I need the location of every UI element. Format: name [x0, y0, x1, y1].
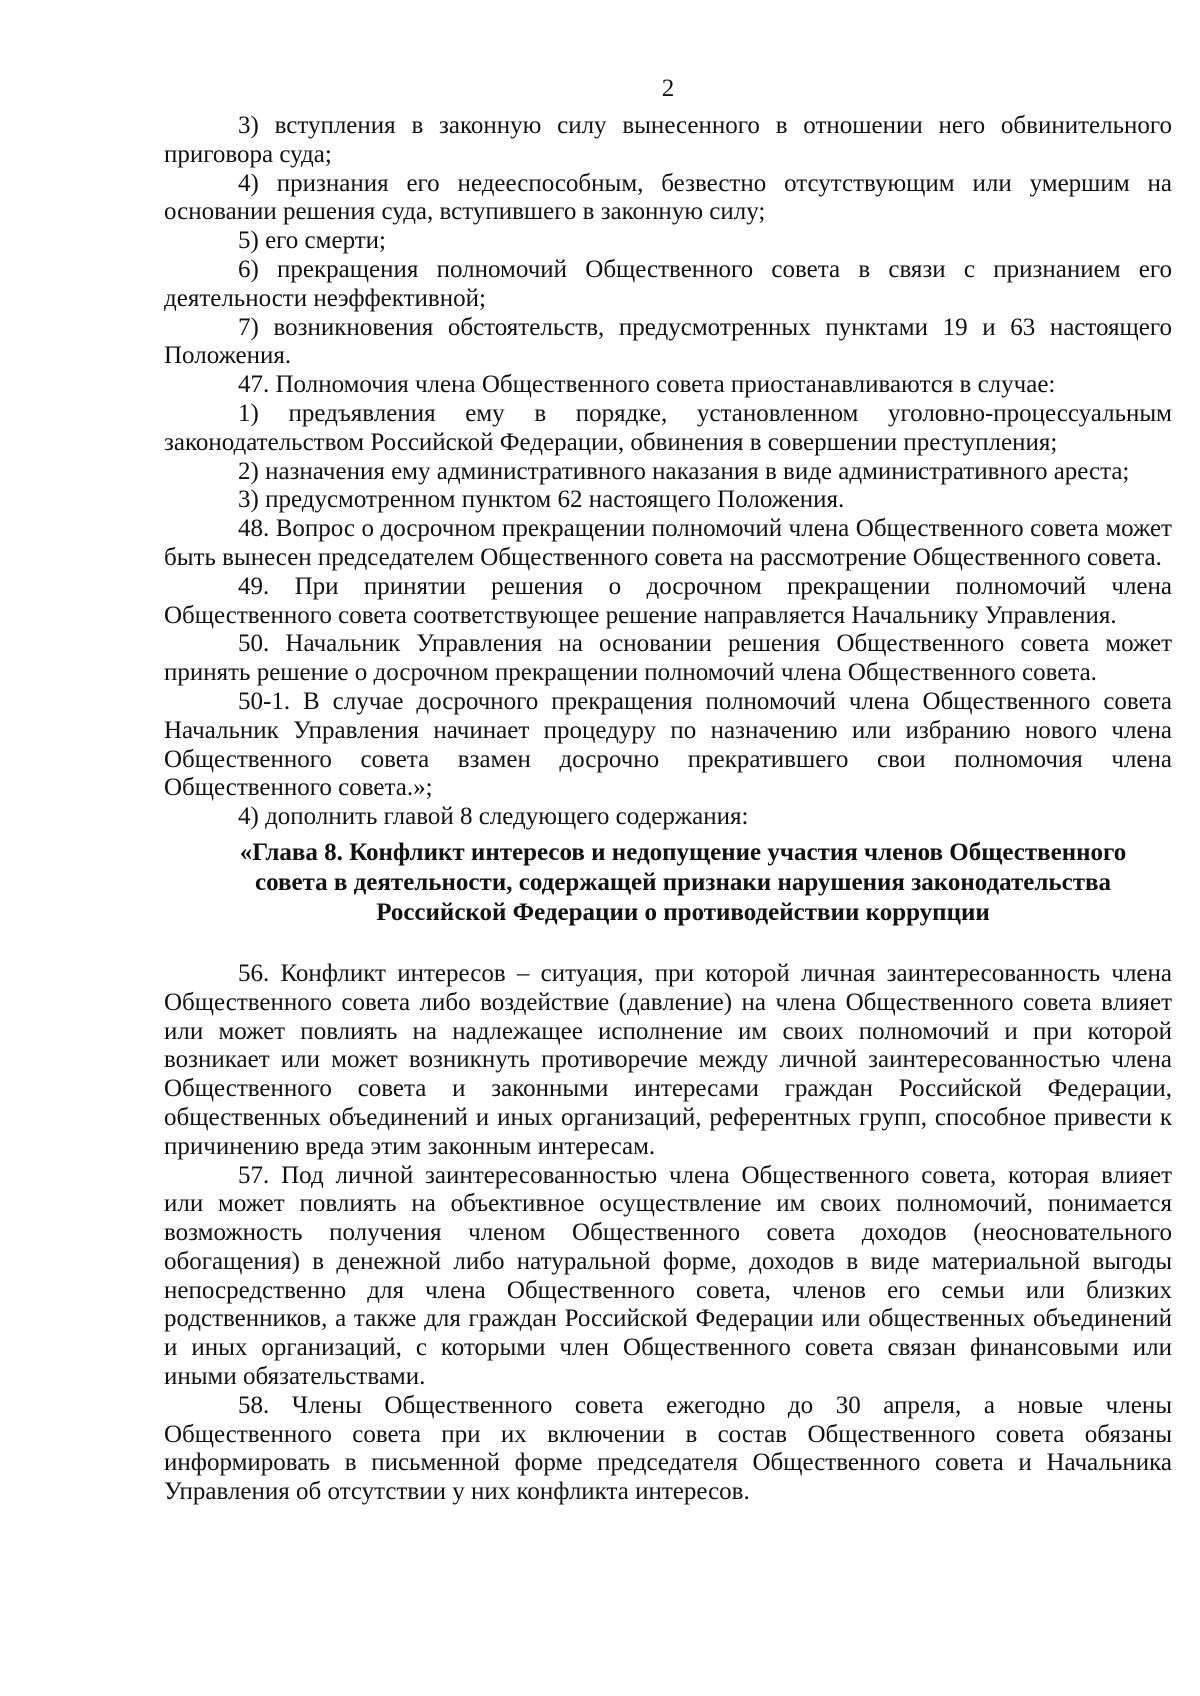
paragraph-item-3-conviction: 3) вступления в законную силу вынесенного в отношении него обвинительного приговора суда;: [164, 112, 1172, 168]
chapter-8-heading: «Глава 8. Конфликт интересов и недопущение участия членов Общественного совета в деятельности, содержащей признаки нарушения законодательства Российской Федерации о противодействии коррупции: [239, 838, 1127, 926]
paragraph-amendment-4: 4) дополнить главой 8 следующего содержания:: [238, 803, 749, 831]
paragraph-48: 48. Вопрос о досрочном прекращении полномочий члена Общественного совета может быть вынесен председателем Общественного совета на рассмотрение Общественного совета.: [164, 515, 1172, 571]
paragraph-58: 58. Члены Общественного совета ежегодно до 30 апреля, а новые члены Общественного совета при их включении в состав Общественного совета обязаны информировать в письменной форме председателя Общественного совета и Начальника Управления об отсутствии у них конфликта интересов.: [164, 1391, 1172, 1506]
paragraph-57: 57. Под личной заинтересованностью члена Общественного совета, которая влияет или может повлиять на объективное осуществление им своих полномочий, понимается возможность получения членом Общественного совета доходов (неосновательного обогащения) в денежной либо натуральной форме, доходов в виде материальной выгоды непосредственно для члена Общественного совета, членов его семьи или близких родственников, а также для граждан Российской Федерации или общественных объединений и иных организаций, с которыми член Общественного совета связан финансовыми или иными обязательствами.: [164, 1161, 1172, 1391]
paragraph-47-item-1: 1) предъявления ему в порядке, установленном уголовно-процессуальным законодательством Российской Федерации, обвинения в совершении преступления;: [164, 399, 1172, 456]
paragraph-item-6-termination: 6) прекращения полномочий Общественного совета в связи с признанием его деятельности неэффективной;: [164, 255, 1172, 312]
paragraph-49: 49. При принятии решения о досрочном прекращении полномочий члена Общественного совета соответствующее решение направляется Начальнику Управления.: [164, 572, 1172, 629]
section-spacer: [164, 928, 1172, 960]
page-number: 2: [661, 75, 675, 102]
document-page: [164, 72, 1172, 1507]
paragraph-56: 56. Конфликт интересов – ситуация, при которой личная заинтересованность члена Общественного совета либо воздействие (давление) на члена Общественного совета влияет или может повлиять на надлежащее исполнение им своих полномочий и при которой возникает или может возникнуть противоречие между личной заинтересованностью члена Общественного совета и законными интересами граждан Российской Федерации, общественных объединений и иных организаций, референтных групп, способное привести к причинению вреда этим законным интересам.: [164, 959, 1172, 1160]
paragraph-47-item-2: 2) назначения ему административного наказания в виде административного ареста;: [238, 457, 1130, 485]
paragraph-item-4-incapacity: 4) признания его недееспособным, безвестно отсутствующим или умершим на основании решения суда, вступившего в законную силу;: [164, 169, 1172, 226]
paragraph-item-7-circumstances: 7) возникновения обстоятельств, предусмотренных пунктами 19 и 63 настоящего Положения.: [164, 313, 1172, 370]
paragraph-item-5-death: 5) его смерти;: [238, 227, 386, 255]
paragraph-50-1: 50-1. В случае досрочного прекращения полномочий члена Общественного совета Начальник Управления начинает процедуру по назначению или избранию нового члена Общественного совета взамен досрочно прекратившего свои полномочия члена Общественного совета.»;: [164, 687, 1172, 802]
paragraph-47: 47. Полномочия члена Общественного совета приостанавливаются в случае:: [238, 371, 1056, 399]
paragraph-50: 50. Начальник Управления на основании решения Общественного совета может принять решение о досрочном прекращении полномочий члена Общественного совета.: [164, 630, 1172, 687]
paragraph-47-item-3: 3) предусмотренном пунктом 62 настоящего Положения.: [238, 486, 845, 514]
